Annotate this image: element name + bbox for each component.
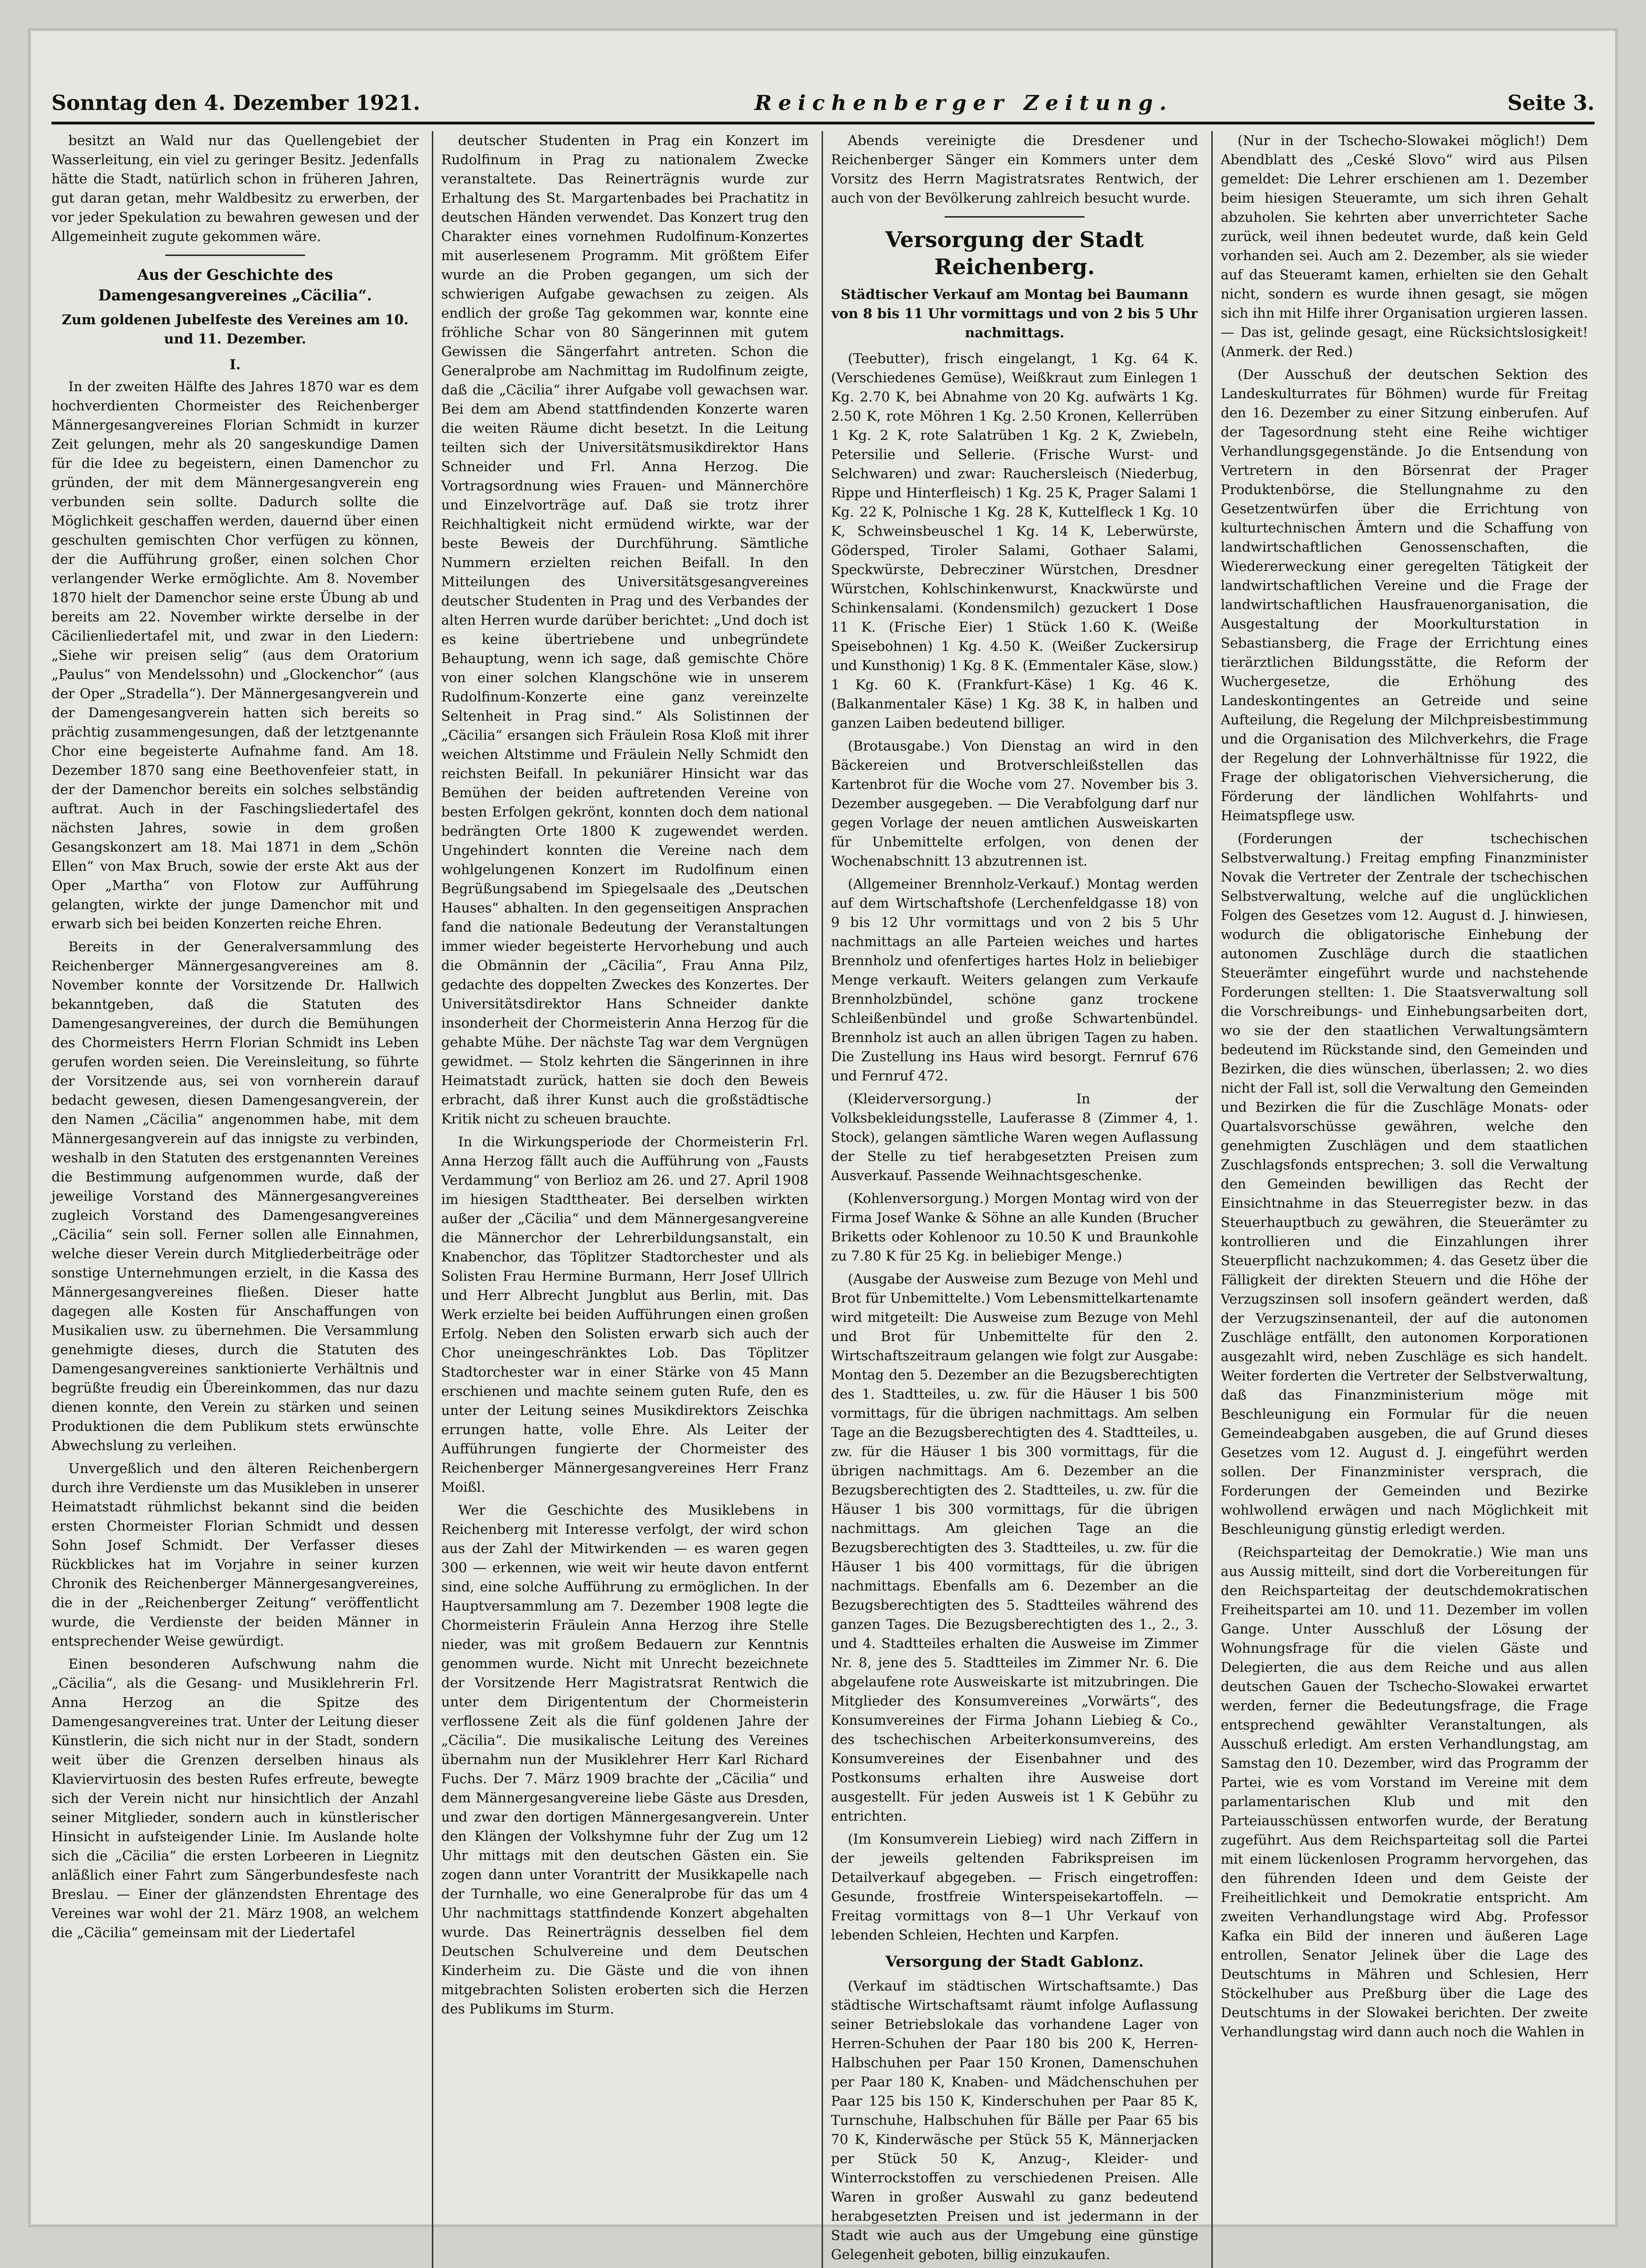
notice-paragraph: (Allgemeiner Brennholz-Verkauf.) Montag werden auf dem Wirtschaftshofe (Lerchenfeldgasse 18) von 9 bis 12 Uhr vormittags und von 2 bis 5 Uhr nachmittags an alle Parteien weiches und hartes Brennholz und ofenfertiges hartes Holz in beliebiger Menge verkauft. Weiters gelangen zum Verkaufe Brennholzbündel, schöne ganz trockene Schleißenbündel und große Schwartenbündel. Brennholz ist auch an allen übrigen Tagen zu haben. Die Zustellung ins Haus wird besorgt. Fernruf 676 und Fernruf 472. bbox=[831, 876, 1198, 1084]
section-headline: Versorgung der Stadt Reichenberg. bbox=[885, 227, 1144, 279]
notice-paragraph: (Verkauf im städtischen Wirtschaftsamte.) Das städtische Wirtschaftsamt räumt infolge Auflassung seiner Betriebslokale das vorhandene Lager von Herren-Schuhen der Paar 180 bis 200 K, Herren-Halbschuhen per Paar 150 Kronen, Damenschuhen per Paar 180 K, Knaben- und Mädchenschuhen per Paar 125 bis 150 K, Kinderschuhen per Paar 85 K, Turnschuhe, Halbschuhen für Bälle per Paar 65 bis 70 K, Kinderwäsche per Stück 55 K, Männerjacken per Stück 50 K, Anzug-, Kleider- und Winterrockstoffen zu verschiedenen Preisen. Alle Waren in großer Auswahl zu ganz bedeutend herabgesetzten Preisen und ist jedermann in der Stadt wie auch aus der Umgebung eine günstige Gelegenheit geboten, billig einzukaufen. bbox=[831, 1978, 1198, 2262]
columns bbox=[51, 131, 1595, 2262]
notice-paragraph: (Brotausgabe.) Von Dienstag an wird in den Bäckereien und Brotverschleißstellen das Kartenbrot für die Woche vom 27. November bis 3. Dezember ausgegeben. — Die Verabfolgung darf nur gegen Vorlage der neuen amtlichen Ausweiskarten für Unbemittelte erfolgen, von denen der Wochenabschnitt 13 abzutrennen ist. bbox=[831, 738, 1198, 869]
article-paragraph: Einen besonderen Aufschwung nahm die „Cäcilia“, als die Gesang- und Musiklehrerin Frl. Anna Herzog an die Spitze des Damengesangvereines trat. Unter der Leitung dieser Künstlerin, die sich nicht nur in der Stadt, sondern weit über die Grenzen derselben hinaus als Klaviervirtuosin des besten Rufes erfreute, bewegte sich der Verein nicht nur hinsichtlich der Anzahl seiner Mitglieder, sondern auch in künstlerischer Hinsicht in aufsteigender Linie. Im Auslande holte sich die „Cäcilia“ die ersten Lorbeeren in Liegnitz anläßlich einer Fahrt zum Sängerbundesfeste nach Breslau. — Einer der glänzendsten Ehrentage des Vereines war wohl der 21. März 1908, an welchem die „Cäcilia“ gemeinsam mit der Liedertafel bbox=[51, 1656, 419, 1940]
article-paragraph: Wer die Geschichte des Musiklebens in Reichenberg mit Interesse verfolgt, der wird schon aus der Zahl der Mitwirkenden — es waren gegen 300 — erkennen, wie weit wir heute davon entfernt sind, eine solche Aufführung zu ermöglichen. In der Hauptversammlung am 7. Dezember 1908 legte die Chormeisterin Fräulein Anna Herzog ihre Stelle nieder, was mit großem Bedauern zur Kenntnis genommen wurde. Nicht mit Unrecht bezeichnete der Vorsitzende Herr Magistratsrat Rentwich die unter dem Dirigententum der Chormeisterin verflossene Zeit als die fünf goldenen Jahre der „Cäcilia“. Die musikalische Leitung des Vereines übernahm nun der Musiklehrer Herr Karl Richard Fuchs. Der 7. März 1909 brachte der „Cäcilia“ und dem Männergesangvereine liebe Gäste aus Dresden, und zwar den dortigen Männergesangverein. Unter den Klängen der Volkshymne fuhr der Zug um 12 Uhr mittags mit den deutschen Gästen ein. Sie zogen dann unter Vorantritt der Musikkapelle nach der Turnhalle, wo eine Generalprobe für das um 4 Uhr nachmittags stattfindende Konzert abgehalten wurde. Das Reinerträgnis desselben fiel dem Deutschen Schulvereine und dem Deutschen Kinderheim zu. Die Gäste und die von ihnen mitgebrachten Solisten eroberten sich die Herzen des Publikums im Sturm. bbox=[441, 1502, 808, 2017]
divider bbox=[165, 255, 305, 256]
newspaper-page bbox=[28, 28, 1618, 2262]
article-headline: Aus der Geschichte des Damengesangvereines „Cäcilia“. bbox=[98, 266, 372, 304]
notice-paragraph: (Teebutter), frisch eingelangt, 1 Kg. 64 K. (Verschiedenes Gemüse), Weißkraut zum Einlegen 1 Kg. 2.70 K, bei Abnahme von 20 Kg. aufwärts 1 Kg. 2.50 K, rote Möhren 1 Kg. 2.50 Kronen, Kellerrüben 1 Kg. 2 K, rote Salatrüben 1 Kg. 2 K, Zwiebeln, Petersilie und Sellerie. (Frische Wurst- und Selchwaren) und zwar: Rauchersleisch (Niederbug, Rippe und Hinterfleisch) 1 Kg. 25 K, Prager Salami 1 Kg. 22 K, Polnische 1 Kg. 28 K, Kuttelfleck 1 Kg. 10 K, Schweinsbeuschel 1 Kg. 14 K, Leberwürste, Gödersped, Tiroler Salami, Gothaer Salami, Speckwürste, Debrecziner Würstchen, Dresdner Würstchen, Kohlschinkenwurst, Knackwürste und Schinkensalami. (Kondensmilch) gezuckert 1 Dose 11 K. (Frische Eier) 1 Stück 1.60 K. (Weiße Speisebohnen) 1 Kg. 4.50 K. (Weißer Zuckersirup und Kunsthonig) 1 Kg. 8 K. (Emmentaler Käse, slow.) 1 Kg. 60 K. (Frankfurt-Käse) 1 Kg. 46 K. (Balkanmentaler Käse) 1 Kg. 38 K, in halben und ganzen Laiben bedeutend billiger. bbox=[831, 350, 1198, 731]
article-paragraph: Unvergeßlich und den älteren Reichenbergern durch ihre Verdienste um das Musikleben in unserer Heimatstadt rühmlichst bekannt sind die beiden ersten Chormeister Florian Schmidt und dessen Sohn Josef Schmidt. Der Verfasser dieses Rückblickes hat im Vorjahre in seiner kurzen Chronik des Reichenberger Männergesangvereines, die in der „Reichenberger Zeitung“ veröffentlicht wurde, die Verdienste der beiden Männer in entsprechender Weise gewürdigt. bbox=[51, 1460, 419, 1649]
section-subheadline: Städtischer Verkauf am Montag bei Baumann von 8 bis 11 Uhr vormittags und von 2 bis 5 Uhr nachmittags. bbox=[831, 286, 1198, 341]
news-paragraph: (Reichsparteitag der Demokratie.) Wie man uns aus Aussig mitteilt, sind dort die Vorbereitungen für den Reichsparteitag der deutschdemokratischen Freiheitspartei am 10. und 11. Dezember im vollen Gange. Unter Ausschluß der Lösung der Wohnungsfrage für die vielen Gäste und Delegierten, die aus dem Reiche und aus allen deutschen Gauen der Tschecho-Slowakei erwartet werden, ferner die Bedeutungsfrage, die Frage entsprechend gewählter Veranstaltungen, als Ausschuß erledigt. Am ersten Verhandlungstag, am Samstag den 10. Dezember, wird das Programm der Partei, wie es vom Vorstand im Vereine mit dem parlamentarischen Klub und mit den Parteiausschüssen entworfen wurde, der Beratung zugeführt. Aus dem Reichsparteitag soll die Partei mit einem lückenlosen Programm hervorgehen, das den führenden Ideen und dem Geiste der Freiheitlichkeit und Demokratie entspricht. Am zweiten Verhandlungstage wird Abg. Professor Kafka ein Bild der inneren und äußeren Lage entrollen, Senator Jelinek über die Lage des Deutschtums in Mähren und Schlesien, Herr Stöckelhuber aus Preßburg über die Lage des Deutschtums in der Slowakei berichten. Der zweite Verhandlungstag wird dann auch noch die Wahlen in bbox=[1221, 1544, 1588, 2040]
article-paragraph: besitzt an Wald nur das Quellengebiet der Wasserleitung, ein viel zu geringer Besitz. Jedenfalls hätte die Stadt, natürlich schon in früheren Jahren, gut daran getan, mehr Waldbesitz zu erwerben, der vor jeder Spekulation zu bewahren gewesen und der Allgemeinheit zugute gekommen wäre. bbox=[51, 132, 419, 244]
article-paragraph: Abends vereinigte die Dresdener und Reichenberger Sänger ein Kommers unter dem Vorsitz des Herrn Magistratsrates Rentwich, der auch von der Bevölkerung zahlreich besucht wurde. bbox=[831, 132, 1198, 206]
column-2 bbox=[441, 131, 815, 2268]
notice-paragraph: (Kleiderversorgung.) In der Volksbekleidungsstelle, Lauferasse 8 (Zimmer 4, 1. Stock), gelangen sämtliche Waren wegen Auflassung der Stelle zu tief herabgesetzten Preisen zum Ausverkauf. Passende Weihnachtsgeschenke. bbox=[831, 1091, 1198, 1183]
article-subheadline: Zum goldenen Jubelfeste des Vereines am 10. und 11. Dezember. bbox=[61, 312, 409, 347]
notice-paragraph: (Kohlenversorgung.) Morgen Montag wird von der Firma Josef Wanke & Söhne an alle Kunden (Brucher Briketts oder Kohlenoor zu 10.50 K und Braunkohle zu 7.80 K für 25 Kg. in beliebiger Menge.) bbox=[831, 1190, 1198, 1264]
article-paragraph: deutscher Studenten in Prag ein Konzert im Rudolfinum in Prag zu nationalem Zwecke veranstaltete. Das Reinerträgnis wurde zur Erhaltung des St. Margartenbades bei Prachatitz in deutschen Händen verwendet. Das Konzert trug den Charakter eines vornehmen Rudolfinum-Konzertes mit auserlesenem Programm. Mit größtem Eifer wurde an die Proben gegangen, um sich der schwierigen Aufgabe gewachsen zu zeigen. Als endlich der große Tag gekommen war, konnte eine fröhliche Schar von 80 Sängerinnen mit gutem Gewissen die Sängerfahrt antreten. Schon die Generalprobe am Nachmittag im Rudolfinum zeigte, daß die „Cäcilia“ ihrer Aufgabe voll gewachsen war. Bei dem am Abend stattfindenden Konzerte waren die weiten Räume dicht besetzt. In die Leitung teilten sich der Universitätsmusikdirektor Hans Schneider und Frl. Anna Herzog. Die Vortragsordnung wies Frauen- und Männerchöre und Einzelvorträge auf. Daß sie trotz ihrer Reichhaltigkeit nicht ermüdend wirkte, war der beste Beweis der Durchführung. Sämtliche Nummern erzielten reichen Beifall. In den Mitteilungen des Universitätsgesangvereines deutscher Studenten in Prag und des Verbandes der alten Herren wurde darüber berichtet: „Und doch ist es keine übertriebene und unbegründete Behauptung, wenn ich sage, daß gemischte Chöre von einer solchen Klangschöne wie in unserem Rudolfinum-Konzerte eine ganz vereinzelte Seltenheit in Prag sind.“ Als Solistinnen der „Cäcilia“ ersangen sich Fräulein Rosa Kloß mit ihrer weichen Altstimme und Fräulein Nelly Schmidt den reichsten Beifall. In pekuniärer Hinsicht war das Bemühen der beiden auftretenden Vereine von besten Erfolgen gekrönt, konnten doch dem national bedrängten Orte 1800 K zugewendet werden. Ungehindert konnten die Vereine nach dem wohlgelungenen Konzert im Rudolfinum einen Begrüßungsabend im Spiegelsaale des „Deutschen Hauses“ abhalten. In den gegenseitigen Ansprachen fand die nationale Bedeutung der Veranstaltungen immer wieder begeisterte Hervorhebung und auch die Obmännin der „Cäcilia“, Frau Anna Pilz, gedachte des doppelten Zweckes des Konzertes. Der Universitätsdirektor Hans Schneider dankte insonderheit der Chormeisterin Anna Herzog für die gehabte Mühe. Der nächste Tag war dem Vergnügen gewidmet. — Stolz kehrten die Sängerinnen in ihre Heimatstadt zurück, hatten sie doch den Beweis erbracht, daß ihrer Kunst auch die großstädtische Kritik nicht zu scheuen brauchte. bbox=[441, 132, 808, 1127]
article-paragraph: In die Wirkungsperiode der Chormeisterin Frl. Anna Herzog fällt auch die Aufführung von „Fausts Verdammung“ von Berlioz am 26. und 27. April 1908 im hiesigen Stadttheater. Bei derselben wirkten außer der „Cäcilia“ und dem Männergesangvereine die Männerchor der Lehrerbildungsanstalt, ein Knabenchor, das Töplitzer Stadtorchester und als Solisten Frau Hermine Burmann, Herr Josef Ullrich und Herr Albrecht Jungblut aus Berlin, mit. Das Werk erzielte bei beiden Aufführungen einen großen Erfolg. Neben den Solisten erwarb sich auch der Chor uneingeschränktes Lob. Das Töplitzer Stadtorchester war in einer Stärke von 45 Mann erschienen und machte seinem guten Rufe, den es unter der Leitung seines Musikdirektors Zeischka errungen hatte, volle Ehre. Als Leiter der Aufführungen fungierte der Chormeister des Reichenberger Männergesangvereines Herr Franz Moißl. bbox=[441, 1134, 808, 1495]
divider bbox=[945, 216, 1084, 218]
column-3 bbox=[831, 131, 1205, 2268]
article-paragraph: In der zweiten Hälfte des Jahres 1870 war es dem hochverdienten Chormeister des Reichenberger Männergesangvereines Florian Schmidt in kurzer Zeit gelungen, mehr als 20 sangeskundige Damen für die Idee zu begeistern, einen Damenchor zu gründen, der mit dem Männergesangverein eng verbunden sein sollte. Dadurch sollte die Möglichkeit geschaffen werden, dauernd über einen geschulten gemischten Chor verfügen zu können, der die Aufführung großer, einen solchen Chor verlangender Werke ermöglichte. Am 8. November 1870 hielt der Damenchor seine erste Übung ab und bereits am 22. November wirkte derselbe in der Cäcilienliedertafel mit, und zwar in den Liedern: „Siehe wir preisen selig“ (aus dem Oratorium „Paulus“ von Mendelssohn) und „Glockenchor“ (aus der Oper „Stradella“). Der Männergesangverein und der Damengesangverein hatten sich bereits so prächtig zusammengesungen, daß der letztgenannte Chor eine begeisterte Aufnahme fand. Am 18. Dezember 1870 sang eine Beethovenfeier statt, in der der Damenchor bereits ein solches selbständig auftrat. Auch in der Faschingsliedertafel des nächsten Jahres, sowie in dem großen Gesangskonzert am 18. Mai 1871 in dem „Schön Ellen“ von Max Bruch, sowie der erste Akt aus der Oper „Martha“ von Flotow zur Aufführung gelangten, wirkte der junge Damenchor mit und erwarb sich bei beiden Konzerten reiche Ehren. bbox=[51, 379, 419, 932]
masthead bbox=[51, 84, 1595, 124]
notice-paragraph: (Im Konsumverein Liebieg) wird nach Ziffern in der jeweils geltenden Fabrikspreisen im Detailverkauf abgegeben. — Frisch eingetroffen: Gesunde, frostfreie Winterspeisekartoffeln. — Freitag vormittags von 8—1 Uhr Verkauf von lebenden Schleien, Hechten und Karpfen. bbox=[831, 1831, 1198, 1943]
news-paragraph: (Forderungen der tschechischen Selbstverwaltung.) Freitag empfing Finanzminister Novak die Vertreter der Zentrale der tschechischen Selbstverwaltung, welche auf die unglücklichen Folgen des Gesetzes vom 12. August d. J. hinwiesen, wodurch die obligatorische Einhebung der autonomen Zuschläge durch die staatlichen Steuerämter eingeführt wurde und nachstehende Forderungen stellten: 1. Die Staatsverwaltung soll die Vorschreibungs- und Einhebungsarbeiten dort, wo sie der den staatlichen Verwaltungsämtern bedeutend im Rückstande sind, den Gemeinden und Bezirken, die dies wünschen, überlassen; 2. wo dies nicht der Fall ist, soll die Verwaltung den Gemeinden und Bezirken die für die Zuschläge Monats- oder Quartalsvorschüsse gewähren, welche den genehmigten Zuschlägen und dem staatlichen Zuschlagsfonds entsprechen; 3. soll die Verwaltung den Gemeinden bewilligen das Recht der Einsichtnahme in das Steuerregister bezw. in das Steuerhauptbuch zu gewähren, die Steuerämter zu kontrollieren und die Einzahlungen ihrer Steuerpflicht nachzukommen; 4. das Gesetz über die Fälligkeit der direkten Steuern und die Höhe der Verzugszinsen soll insofern geändert werden, daß der Verzugszinsenanteil, der auf die autonomen Zuschläge entfällt, den autonomen Korporationen ausgezahlt wird, neben Zuschläge es sich handelt. Weiter forderten die Vertreter der Selbstverwaltung, daß das Finanzministerium möge mit Beschleunigung ein Formular für die neuen Gemeindeabgaben ausgeben, die auf Grund dieses Gesetzes vom 12. August d. J. eingeführt werden sollen. Der Finanzminister versprach, die Forderungen der Gemeinden und Bezirke wohlwollend erwägen und nach Möglichkeit mit Beschleunigung günstig erledigt werden. bbox=[1221, 831, 1588, 1537]
column-4 bbox=[1221, 131, 1595, 2268]
newspaper-title: Reichenberger Zeitung. bbox=[754, 91, 1173, 115]
news-paragraph: (Nur in der Tschecho-Slowakei möglich!) Dem Abendblatt des „Ceské Slovo“ wird aus Pilsen gemeldet: Die Lehrer erschienen am 1. Dezember beim hiesigen Steueramte, um sich ihren Gehalt abzuholen. Sie kehrten aber unverrichteter Sache zurück, weil ihnen bedeutet wurde, daß kein Geld vorhanden sei. Auch am 2. Dezember, als sie wieder auf das Steueramt kamen, erhielten sie den Gehalt nicht, sondern es wurde ihnen gesagt, sie mögen sich ihn mit Hilfe ihrer Organisation urgieren lassen. — Das ist, gelinde gesagt, eine Rücksichtslosigkeit! (Anmerk. der Red.) bbox=[1221, 132, 1588, 359]
column-1 bbox=[51, 131, 425, 2268]
section-numeral: I. bbox=[229, 357, 241, 372]
article-paragraph: Bereits in der Generalversammlung des Reichenberger Männergesangvereines am 8. November konnte der Vorsitzende Dr. Hallwich bekanntgeben, daß die Statuten des Damengesangvereines, der durch die Bemühungen des Chormeisters Herrn Florian Schmidt ins Leben gerufen worden seien. Die Vereinsleitung, so führte der Vorsitzende aus, sei von vornherein darauf bedacht gewesen, diesen Damengesangverein, der den Namen „Cäcilia“ angenommen habe, mit dem Männergesangverein auf das innigste zu verbinden, weshalb in den Statuten des erstgenannten Vereines die Bestimmung aufgenommen wurde, daß der jeweilige Vorstand des Männergesangvereines zugleich Vorstand des Damengesangvereines „Cäcilia“ sein soll. Ferner sollen alle Einnahmen, welche dieser Verein durch Mitgliederbeiträge oder sonstige Unternehmungen erzielt, in die Kassa des Männergesangvereines fließen. Dieser hatte dagegen alle Kosten für Anschaffungen von Musikalien usw. zu übernehmen. Die Versammlung genehmigte dieses, durch die Statuten des Damengesangvereines sanktionierte Verhältnis und begrüßte freudig ein Übereinkommen, das nur dazu dienen konnte, den Verein zu stärken und seinen Produktionen die dem Publikum stets erwünschte Abwechslung zu verleihen. bbox=[51, 939, 419, 1453]
page-number: Seite 3. bbox=[1507, 91, 1595, 115]
section-headline: Versorgung der Stadt Gablonz. bbox=[885, 1953, 1144, 1970]
issue-date: Sonntag den 4. Dezember 1921. bbox=[51, 91, 421, 115]
notice-paragraph: (Ausgabe der Ausweise zum Bezuge von Mehl und Brot für Unbemittelte.) Vom Lebensmittelkartenamte wird mitgeteilt: Die Ausweise zum Bezuge von Mehl und Brot für Unbemittelte für den 2. Wirtschaftszeitraum gelangen wie folgt zur Ausgabe: Montag den 5. Dezember an die Bezugsberechtigten des 1. Stadtteiles, u. zw. für die Häuser 1 bis 500 vormittags, für die übrigen nachmittags. Am selben Tage an die Bezugsberechtigten des 4. Stadtteiles, u. zw. für die Häuser 1 bis 300 vormittags, für die übrigen nachmittags. Am 6. Dezember an die Bezugsberechtigten des 2. Stadtteiles, u. zw. für die Häuser 1 bis 300 vormittags, für die übrigen nachmittags. Am gleichen Tage an die Bezugsberechtigten des 3. Stadtteiles, u. zw. für die Häuser 1 bis 400 vormittags, für die übrigen nachmittags. Ebenfalls am 6. Dezember an die Bezugsberechtigten des 5. Stadtteiles während des ganzen Tages. Die Bezugsberechtigten des 1., 2., 3. und 4. Stadtteiles erhalten die Ausweise im Zimmer Nr. 8, jene des 5. Stadtteiles im Zimmer Nr. 6. Die abgelaufene rote Ausweiskarte ist mitzubringen. Die Mitglieder des Konsumvereines „Vorwärts“, des Konsumvereines der Firma Johann Liebieg & Co., des tschechischen Arbeiterkonsumvereins, des Konsumvereines der Eisenbahner und des Postkonsums erhalten ihre Ausweise dort ausgestellt. Für jeden Ausweis ist 1 K Gebühr zu entrichten. bbox=[831, 1271, 1198, 1824]
news-paragraph: (Der Ausschuß der deutschen Sektion des Landeskulturrates für Böhmen) wurde für Freitag den 16. Dezember zu einer Sitzung einberufen. Auf der Tagesordnung steht eine Reihe wichtiger Verhandlungsgegenstände. Jo die Entsendung von Vertretern in den Börsenrat der Prager Produktenbörse, die Stellungnahme zu den Gesetzentwürfen über die Errichtung von kulturtechnischen Ämtern und die Schaffung von landwirtschaftlichen Genossenschaften, die Wiedererweckung einer geregelten Tätigkeit der landwirtschaftlichen Vereine und die Frage der landwirtschaftlichen Hausfrauenorganisation, die Ausgestaltung der Moorkulturstation in Sebastiansberg, die Frage der Errichtung eines tierärztlichen Bildungsstätte, die Reform der Wuchergesetze, die Erhöhung des Landeskontingentes an Getreide und seine Aufteilung, die Regelung der Milchpreisbestimmung und die Organisation des Milchverkehrs, die Frage der Regelung der Lohnverhältnisse für 1922, die Frage der obligatorischen Viehversicherung, die Förderung der ländlichen Wohlfahrts- und Heimatspflege usw. bbox=[1221, 366, 1588, 824]
